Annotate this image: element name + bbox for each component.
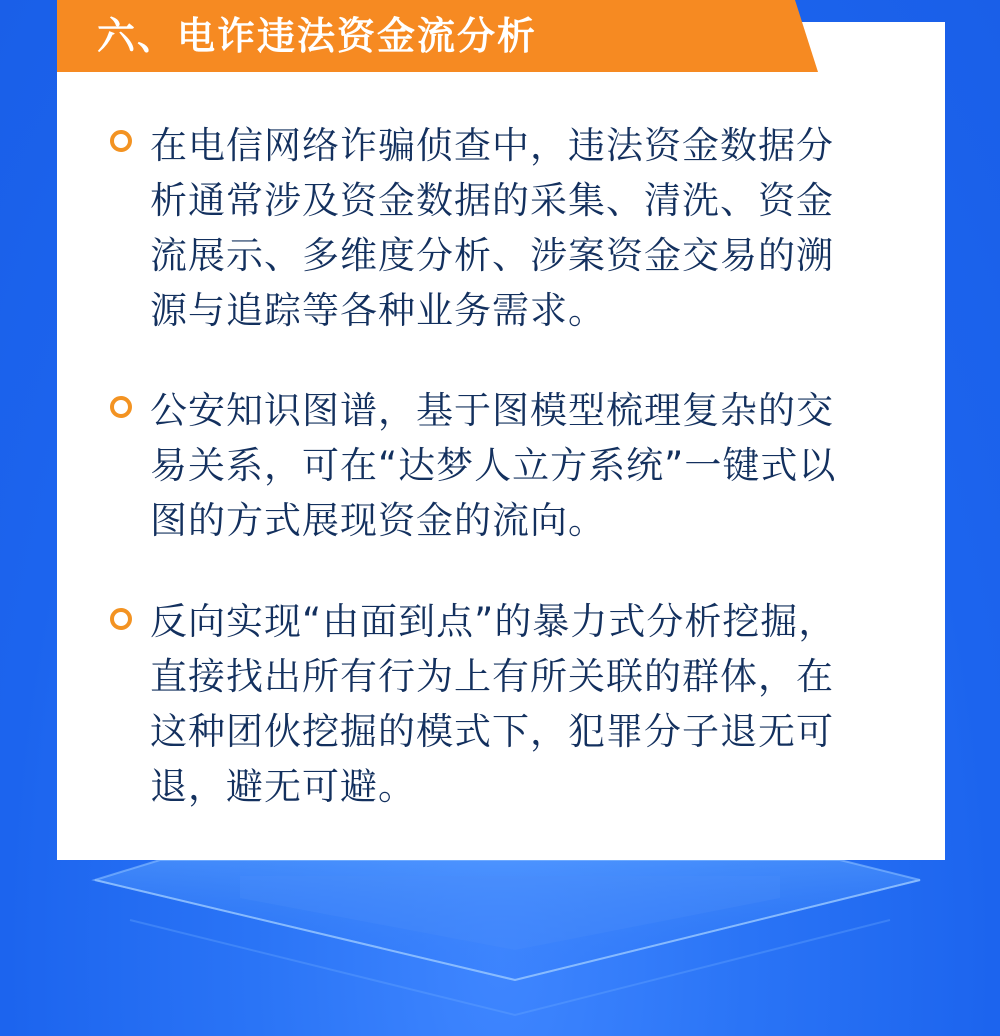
bullet-ring-icon — [110, 396, 132, 418]
bullet-line: 退，避无可避。 — [150, 765, 416, 808]
bullet-line: 流展示、多维度分析、涉案资金交易的溯 — [150, 234, 834, 277]
bullet-ring-icon — [110, 130, 132, 152]
page-title: 六、电诈违法资金流分析 — [97, 14, 538, 58]
bullet-line: 这种团伙挖掘的模式下，犯罪分子退无可 — [150, 710, 834, 753]
bullet-line: 公安知识图谱，基于图模型梳理复杂的交 — [150, 389, 834, 432]
bullet-line: 直接找出所有行为上有所关联的群体，在 — [150, 655, 834, 698]
bullet-text — [150, 383, 880, 548]
bullet-line: 图的方式展现资金的流向。 — [150, 499, 606, 542]
bullet-line: 在电信网络诈骗侦查中，违法资金数据分 — [150, 124, 834, 167]
bullet-line: 源与追踪等各种业务需求。 — [150, 289, 606, 332]
bullet-line: 易关系，可在“达梦人立方系统”一键式以 — [150, 444, 837, 487]
bullet-text — [150, 118, 880, 338]
decorative-platform — [0, 840, 1000, 1036]
bullet-line: 反向实现“由面到点”的暴力式分析挖掘， — [150, 600, 837, 643]
title-banner — [57, 0, 818, 72]
bullet-ring-icon — [110, 608, 132, 630]
bullet-text — [150, 594, 880, 814]
bullet-line: 析通常涉及资金数据的采集、清洗、资金 — [150, 179, 834, 222]
